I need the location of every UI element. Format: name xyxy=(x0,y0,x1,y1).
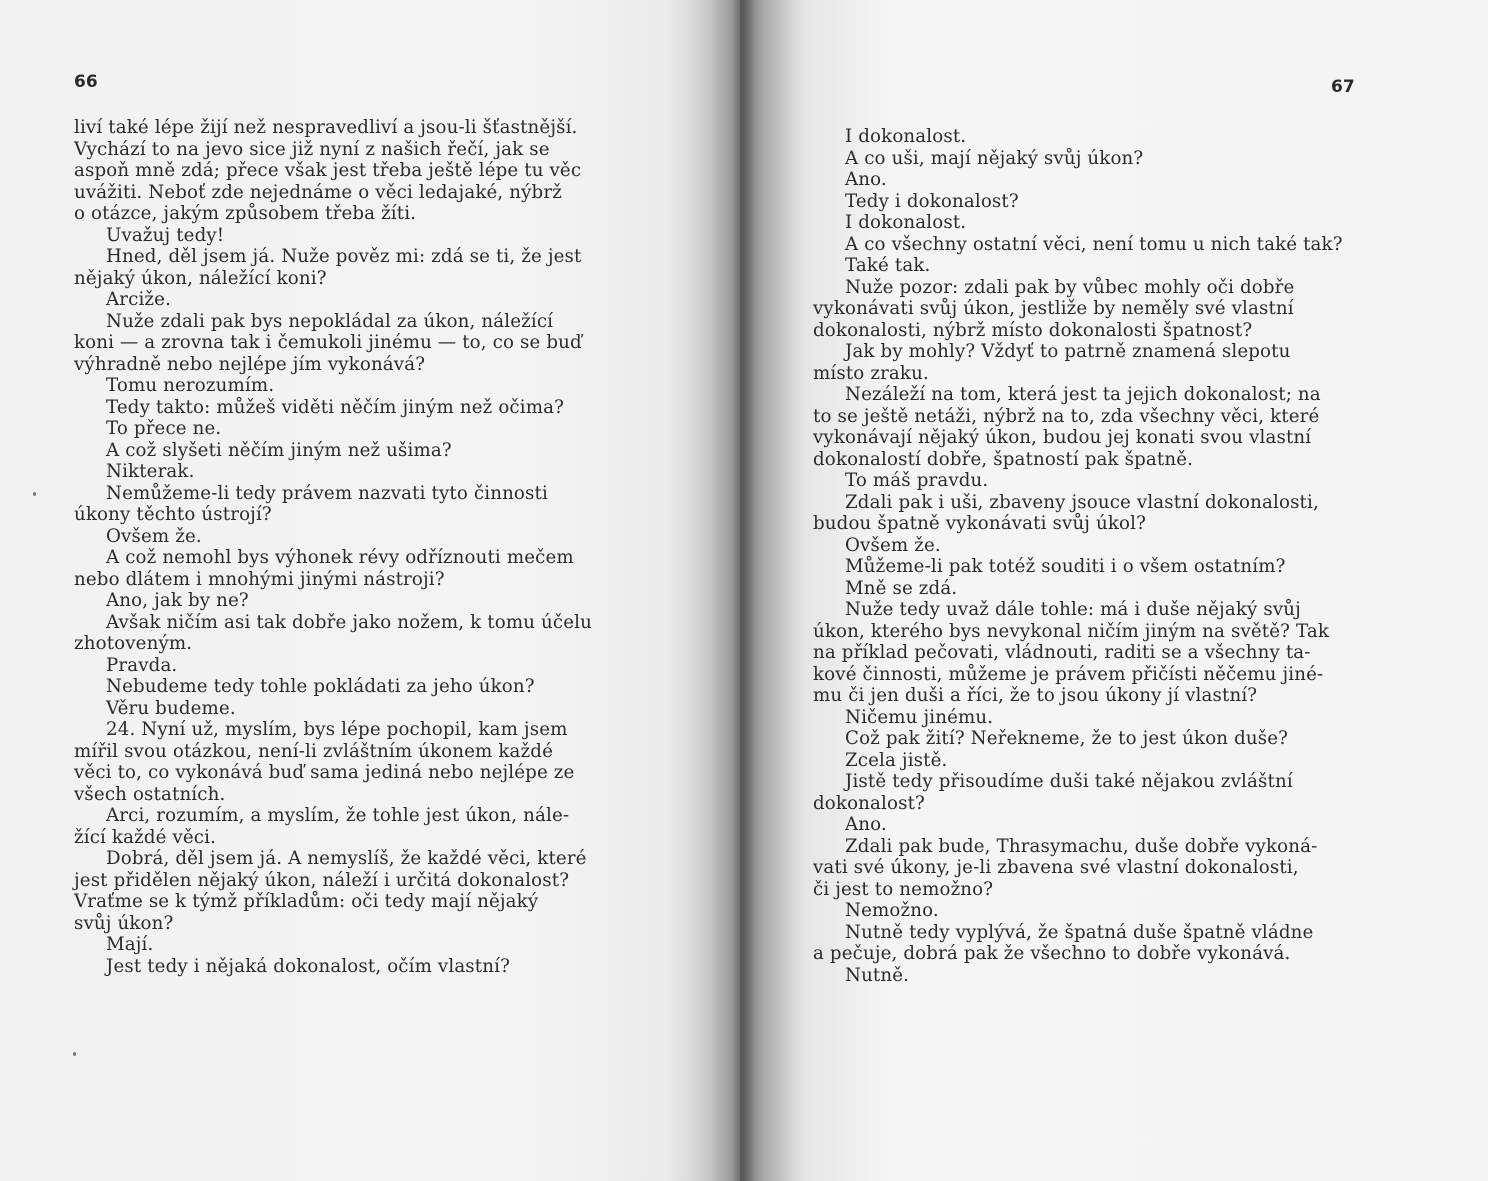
text-line: Tedy takto: můžeš viděti něčím jiným než očima? xyxy=(106,396,565,418)
text-line: věci to, co vykonává buď sama jediná nebo nejlépe ze xyxy=(74,762,575,783)
text-line: Nuže pozor: zdali pak by vůbec mohly oči dobře xyxy=(845,276,1295,298)
text-line: mu či jen duši a říci, že to jsou úkony jí vlastní? xyxy=(813,685,1258,706)
text-line: I dokonalost. xyxy=(845,126,967,147)
text-line: všech ostatních. xyxy=(74,783,226,805)
text-line: zhotoveným. xyxy=(74,633,193,654)
text-line: aspoň mně zdá; přece však jest třeba ještě lépe tu věc xyxy=(74,160,582,181)
text-line: Nutně tedy vyplývá, že špatná duše špatně vládne xyxy=(845,921,1314,943)
text-line: uvážiti. Neboť zde nejednáme o věci ledajaké, nýbrž xyxy=(74,181,562,203)
text-line: dokonalostí dobře, špatností pak špatně. xyxy=(813,448,1194,470)
text-line: Nuže zdali pak bys nepokládal za úkon, náležící xyxy=(106,310,554,332)
text-line: To přece ne. xyxy=(106,418,222,439)
text-line: liví také lépe žijí než nespravedliví a jsou-li šťastnější. xyxy=(74,117,578,138)
text-line: Jistě tedy přisoudíme duši také nějakou zvláštní xyxy=(845,771,1293,792)
text-line: Věru budeme. xyxy=(106,697,236,719)
text-line: svůj úkon? xyxy=(74,912,174,934)
text-line: Ano. xyxy=(845,169,887,190)
right-page xyxy=(740,0,1488,1181)
left-page-text xyxy=(74,117,616,977)
text-line: Jest tedy i nějaká dokonalost, očím vlastní? xyxy=(106,955,510,977)
text-line: na příklad pečovati, vládnouti, raditi se a všechny ta- xyxy=(813,642,1311,663)
text-line: I dokonalost. xyxy=(845,212,967,233)
text-line: Hned, děl jsem já. Nuže pověz mi: zdá se ti, že jest xyxy=(106,246,582,267)
text-line: nebo dlátem i mnohými jinými nástroji? xyxy=(74,568,445,590)
text-line: Dobrá, děl jsem já. A nemyslíš, že každé věci, které xyxy=(106,848,587,869)
text-line: Vychází to na jevo sice již nyní z našich řečí, jak se xyxy=(74,138,550,160)
text-line: o otázce, jakým způsobem třeba žíti. xyxy=(74,203,417,224)
page-number-left: 66 xyxy=(74,72,98,92)
text-line: to se ještě netáži, nýbrž na to, zda všechny věci, které xyxy=(813,405,1320,427)
right-page-text xyxy=(813,126,1353,986)
text-line: Zdali pak bude, Thrasymachu, duše dobře vykoná- xyxy=(845,835,1318,857)
text-line: Také tak. xyxy=(845,255,931,276)
text-line: A co uši, mají nějaký svůj úkon? xyxy=(845,147,1144,169)
text-line: Ano, jak by ne? xyxy=(106,590,249,611)
text-line: úkon, kterého bys nevykonal ničím jiným na světě? Tak xyxy=(813,620,1330,642)
text-line: kové činnosti, můžeme je právem přičísti něčemu jiné- xyxy=(813,663,1324,685)
text-line: výhradně nebo nejlépe jím vykonává? xyxy=(74,353,426,375)
page-number-right: 67 xyxy=(1331,77,1355,97)
text-line: vykonávají nějaký úkon, budou jej konati svou vlastní xyxy=(813,427,1312,448)
text-line: A co všechny ostatní věci, není tomu u nich také tak? xyxy=(845,233,1343,255)
text-line: Mně se zdá. xyxy=(845,577,958,599)
text-line: mířil svou otázkou, není-li zvláštním úkonem každé xyxy=(74,740,553,762)
text-line: Nemožno. xyxy=(845,900,939,921)
text-line: koni — a zrovna tak i čemukoli jinému — to, co se buď xyxy=(74,332,582,353)
text-line: Arci, rozumím, a myslím, že tohle jest úkon, nále- xyxy=(106,805,570,826)
text-line: dokonalost? xyxy=(813,792,925,814)
text-line: jest přidělen nějaký úkon, náleží i určitá dokonalost? xyxy=(74,869,570,891)
text-line: budou špatně vykonávati svůj úkol? xyxy=(813,513,1147,534)
text-line: Avšak ničím asi tak dobře jako nožem, k tomu účelu xyxy=(106,611,592,633)
text-line: Uvažuj tedy! xyxy=(106,224,225,246)
text-line: dokonalosti, nýbrž místo dokonalosti špatnost? xyxy=(813,319,1253,341)
text-line: Nezáleží na tom, která jest ta jejich dokonalost; na xyxy=(845,384,1321,405)
text-line: vykonávati svůj úkon, jestliže by neměly své vlastní xyxy=(813,298,1294,319)
text-line: Nutně. xyxy=(845,964,910,986)
text-line: Vraťme se k týmž příkladům: oči tedy mají nějaký xyxy=(74,891,539,912)
text-line: Tomu nerozumím. xyxy=(106,375,275,396)
text-line: Pravda. xyxy=(106,654,178,676)
text-line: úkony těchto ústrojí? xyxy=(74,504,272,525)
text-line: žící každé věci. xyxy=(74,826,217,848)
ink-speck xyxy=(33,492,36,496)
text-line: Zcela jistě. xyxy=(845,749,948,771)
text-line: Zdali pak i uši, zbaveny jsouce vlastní dokonalosti, xyxy=(845,491,1319,513)
text-line: Ovšem že. xyxy=(106,525,202,547)
text-line: Ničemu jinému. xyxy=(845,706,994,728)
text-line: Ano. xyxy=(845,814,887,835)
text-line: a pečuje, dobrá pak že všechno to dobře vykonává. xyxy=(813,943,1291,964)
ink-speck xyxy=(73,1052,76,1056)
left-page xyxy=(0,0,740,1181)
text-line: Tedy i dokonalost? xyxy=(845,190,1019,212)
text-line: To máš pravdu. xyxy=(845,470,989,491)
text-line: Což pak žití? Neřekneme, že to jest úkon duše? xyxy=(845,728,1289,749)
text-line: Ovšem že. xyxy=(845,534,941,556)
text-line: A což nemohl bys výhonek révy odříznouti mečem xyxy=(106,547,574,568)
text-line: Nemůžeme-li tedy právem nazvati tyto činnosti xyxy=(106,482,548,504)
text-line: Nuže tedy uvaž dále tohle: má i duše nějaký svůj xyxy=(845,599,1301,620)
text-line: či jest to nemožno? xyxy=(813,878,994,900)
text-line: místo zraku. xyxy=(813,362,929,384)
text-line: vati své úkony, je-li zbavena své vlastní dokonalosti, xyxy=(813,857,1299,878)
text-line: Můžeme-li pak totéž souditi i o všem ostatním? xyxy=(845,556,1286,577)
text-line: 24. Nyní už, myslím, bys lépe pochopil, kam jsem xyxy=(106,719,568,740)
text-line: Nebudeme tedy tohle pokládati za jeho úkon? xyxy=(106,676,535,697)
text-line: Jak by mohly? Vždyť to patrně znamená slepotu xyxy=(845,341,1291,362)
text-line: Arciže. xyxy=(106,289,172,310)
text-line: Mají. xyxy=(106,934,154,955)
text-line: nějaký úkon, náležící koni? xyxy=(74,267,327,289)
text-line: A což slyšeti něčím jiným než ušima? xyxy=(106,439,452,461)
text-line: Nikterak. xyxy=(106,461,195,482)
